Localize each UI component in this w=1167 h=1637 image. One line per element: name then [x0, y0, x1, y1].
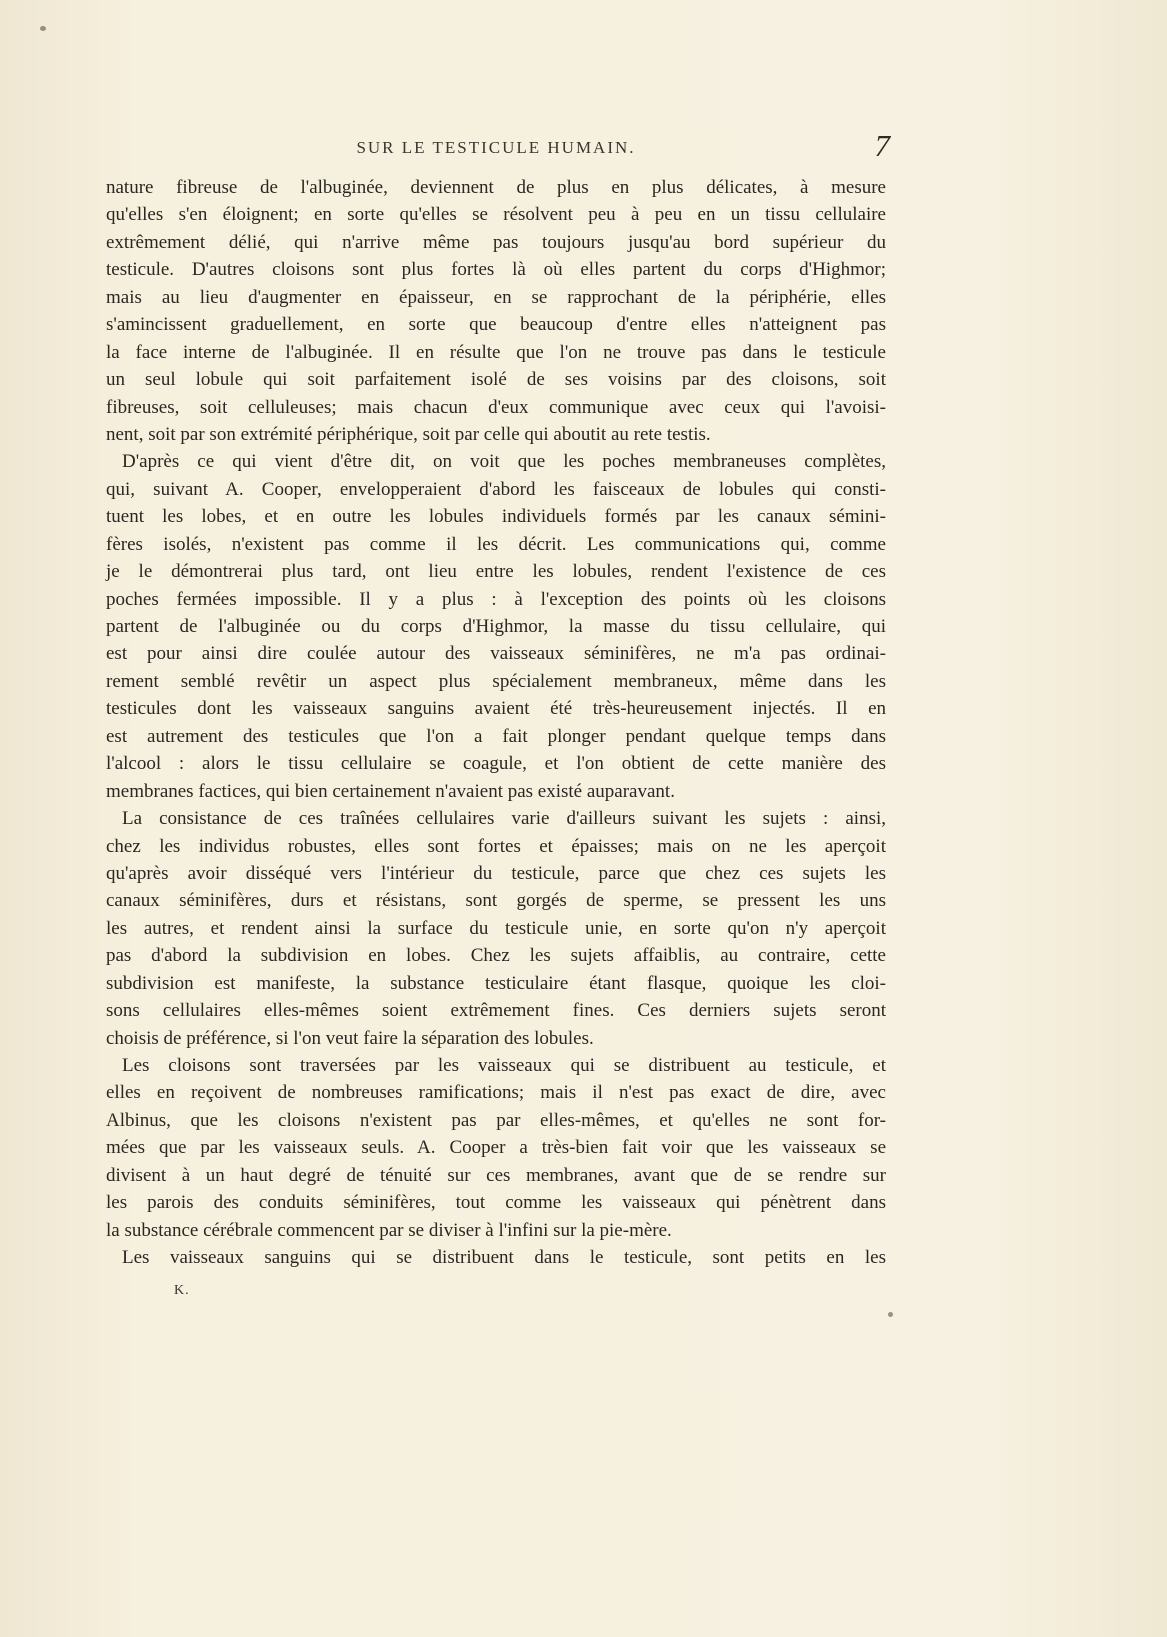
- text-line: la substance cérébrale commencent par se diviser à l'infini sur la pie-mère.: [106, 1219, 672, 1241]
- page-header: [106, 128, 890, 168]
- text-line: testicules dont les vaisseaux sanguins avaient été très-heureusement injectés. Il en: [106, 698, 886, 720]
- text-line: nature fibreuse de l'albuginée, deviennent de plus en plus délicates, à mesure: [106, 177, 886, 198]
- ink-speck: [888, 1312, 893, 1317]
- text-line: la face interne de l'albuginée. Il en résulte que l'on ne trouve pas dans le testicule: [106, 341, 886, 363]
- text-line: tuent les lobes, et en outre les lobules individuels formés par les canaux sémini-: [106, 506, 886, 528]
- text-line: je le démontrerai plus tard, ont lieu entre les lobules, rendent l'existence de ces: [106, 561, 886, 583]
- text-line: Les vaisseaux sanguins qui se distribuent dans le testicule, sont petits en les: [122, 1247, 886, 1269]
- text-line: elles en reçoivent de nombreuses ramifications; mais il n'est pas exact de dire, avec: [106, 1082, 886, 1104]
- text-line: choisis de préférence, si l'on veut faire la séparation des lobules.: [106, 1027, 594, 1049]
- text-line: Albinus, que les cloisons n'existent pas par elles-mêmes, et qu'elles ne sont for-: [106, 1109, 886, 1131]
- text-line: membranes factices, qui bien certainement n'avaient pas existé auparavant.: [106, 780, 675, 802]
- text-line: sons cellulaires elles-mêmes soient extrêmement fines. Ces derniers sujets seront: [106, 1000, 886, 1022]
- text-line: nent, soit par son extrémité périphérique, soit par celle qui aboutit au rete testis.: [106, 423, 711, 445]
- text-line: qui, suivant A. Cooper, envelopperaient d'abord les faisceaux de lobules qui consti-: [106, 478, 886, 500]
- text-line: est pour ainsi dire coulée autour des vaisseaux séminifères, ne m'a pas ordinai-: [106, 643, 886, 665]
- text-line: mais au lieu d'augmenter en épaisseur, en se rapprochant de la périphérie, elles: [106, 286, 886, 308]
- text-line: rement semblé revêtir un aspect plus spécialement membraneux, même dans les: [106, 670, 886, 692]
- text-line: testicule. D'autres cloisons sont plus fortes là où elles partent du corps d'Highmor;: [106, 259, 886, 281]
- text-line: les parois des conduits séminifères, tout comme les vaisseaux qui pénètrent dans: [106, 1192, 886, 1214]
- text-line: l'alcool : alors le tissu cellulaire se coagule, et l'on obtient de cette manière des: [106, 753, 886, 775]
- text-line: fibreuses, soit celluleuses; mais chacun d'eux communique avec ceux qui l'avoisi-: [106, 396, 886, 418]
- text-line: mées que par les vaisseaux seuls. A. Cooper a très-bien fait voir que les vaisseaux se: [106, 1137, 886, 1159]
- ink-speck: [40, 26, 46, 31]
- text-line: canaux séminifères, durs et résistans, sont gorgés de sperme, se pressent les uns: [106, 890, 886, 912]
- text-line: poches fermées impossible. Il y a plus : à l'exception des points où les cloisons: [106, 588, 886, 610]
- text-line: partent de l'albuginée ou du corps d'Highmor, la masse du tissu cellulaire, qui: [106, 616, 886, 637]
- text-line: Les cloisons sont traversées par les vaisseaux qui se distribuent au testicule, et: [122, 1055, 886, 1076]
- text-line: extrêmement délié, qui n'arrive même pas toujours jusqu'au bord supérieur du: [106, 231, 886, 253]
- text-line: qu'après avoir disséqué vers l'intérieur du testicule, parce que chez ces sujets les: [106, 862, 886, 884]
- page-number: 7: [874, 128, 890, 163]
- text-line: est autrement des testicules que l'on a fait plonger pendant quelque temps dans: [106, 725, 886, 747]
- body-text: [106, 174, 886, 1272]
- text-line: pas d'abord la subdivision en lobes. Chez les sujets affaiblis, au contraire, cette: [106, 945, 886, 967]
- text-line: chez les individus robustes, elles sont fortes et épaisses; mais on ne les aperçoit: [106, 835, 886, 857]
- text-line: La consistance de ces traînées cellulaires varie d'ailleurs suivant les sujets : ainsi,: [122, 808, 886, 830]
- text-line: les autres, et rendent ainsi la surface du testicule unie, en sorte qu'on n'y aperçoit: [106, 917, 886, 939]
- text-line: divisent à un haut degré de ténuité sur ces membranes, avant que de se rendre sur: [106, 1164, 886, 1186]
- text-line: qu'elles s'en éloignent; en sorte qu'elles se résolvent peu à peu en un tissu cellulaire: [106, 204, 886, 226]
- text-line: D'après ce qui vient d'être dit, on voit que les poches membraneuses complètes,: [122, 451, 886, 473]
- text-line: fères isolés, n'existent pas comme il les décrit. Les communications qui, comme: [106, 533, 886, 555]
- running-title: SUR LE TESTICULE HUMAIN.: [356, 138, 636, 157]
- signature-mark: K.: [174, 1283, 190, 1298]
- text-line: s'amincissent graduellement, en sorte que beaucoup d'entre elles n'atteignent pas: [106, 314, 886, 336]
- text-line: un seul lobule qui soit parfaitement isolé de ses voisins par des cloisons, soit: [106, 369, 886, 391]
- text-line: subdivision est manifeste, la substance testiculaire étant flasque, quoique les cloi-: [106, 972, 886, 994]
